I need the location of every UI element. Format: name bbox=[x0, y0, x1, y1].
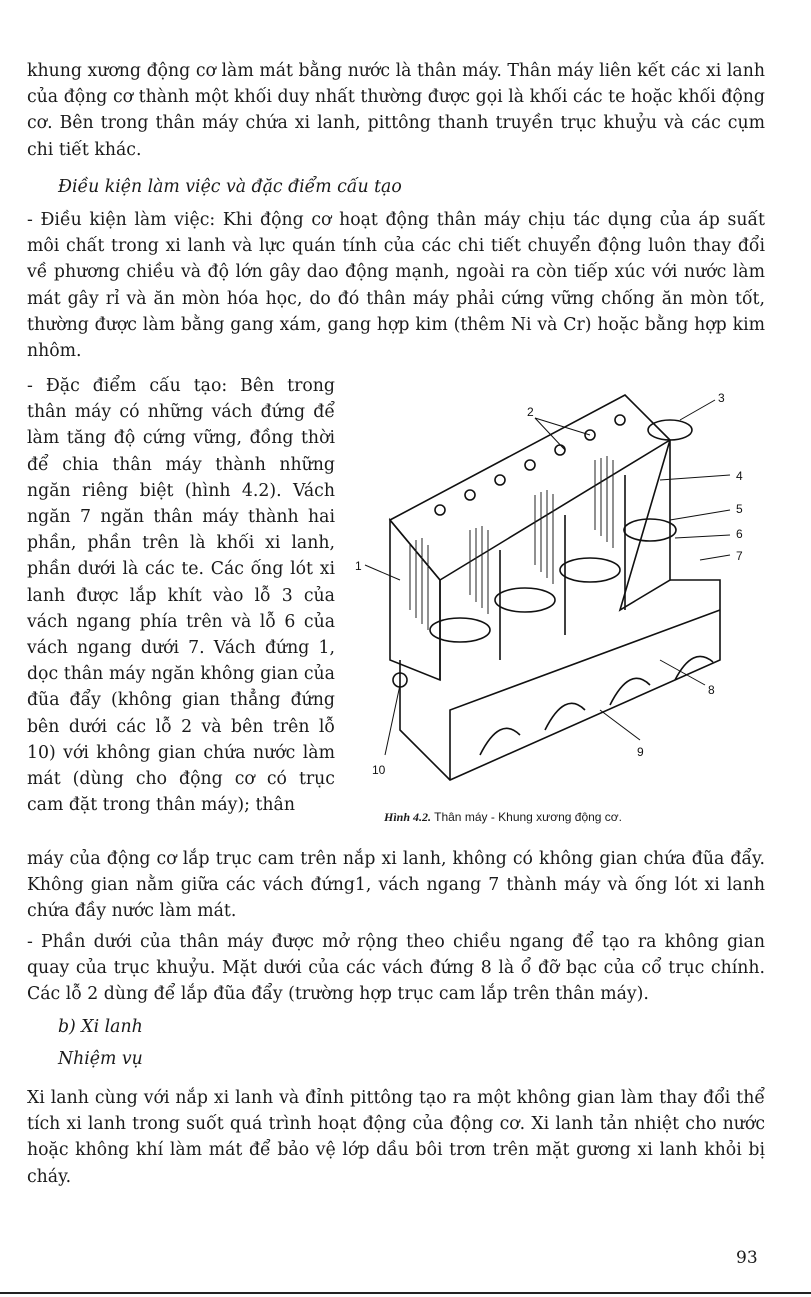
engine-block-drawing bbox=[340, 380, 770, 810]
page-number: 93 bbox=[736, 1248, 758, 1268]
section-heading-cylinder: b) Xi lanh bbox=[58, 1017, 143, 1037]
figure-caption bbox=[384, 810, 622, 825]
figure-label-9: 9 bbox=[637, 745, 644, 759]
structure-paragraph-wrapped: - Đặc điểm cấu tạo: Bên trong thân máy có những vách đứng để làm tăng độ cứng vững, đồng thời để chia thân máy thành những ngăn riêng biệt (hình 4.2). Vách ngăn 7 ngăn thân máy thành hai phần, phần trên là khối xi lanh, phần dưới là các te. Các ống lót xi lanh được lắp khít vào lỗ 3 của vách ngang phía trên và lỗ 6 của vách ngang dưới 7. Vách đứng 1, dọc thân máy ngăn không gian của đũa đẩy (không gian thẳng đứng bên dưới các lỗ 2 và bên trên lỗ 10) với không gian chứa nước làm mát (dùng cho động cơ có trục cam đặt trong thân máy); thân bbox=[27, 376, 335, 816]
figure-caption-text: Thân máy - Khung xương động cơ. bbox=[431, 810, 623, 824]
bottom-rule bbox=[0, 1292, 811, 1294]
cylinder-function-paragraph: Xi lanh cùng với nắp xi lanh và đỉnh pittông tạo ra một không gian làm thay đổi thể tích xi lanh trong suốt quá trình hoạt động của động cơ. Xi lanh tản nhiệt cho nước hoặc không khí làm mát để bảo vệ lớp dầu bôi trơn trên mặt gương xi lanh khỏi bị cháy. bbox=[27, 1088, 765, 1187]
figure-label-1: 1 bbox=[355, 559, 362, 573]
figure-label-10: 10 bbox=[372, 763, 386, 777]
working-conditions-paragraph: - Điều kiện làm việc: Khi động cơ hoạt động thân máy chịu tác dụng của áp suất môi chất trong xi lanh và lực quán tính của các chi tiết chuyển động luôn thay đổi về phương chiều và độ lớn gây dao động mạnh, ngoài ra còn tiếp xúc với nước làm mát gây rỉ và ăn mòn hóa học, do đó thân máy phải cứng vững chống ăn mòn tốt, thường được làm bằng gang xám, gang hợp kim (thêm Ni và Cr) hoặc bằng hợp kim nhôm. bbox=[27, 210, 765, 362]
lower-body-paragraph: - Phần dưới của thân máy được mở rộng theo chiều ngang để tạo ra không gian quay của trục khuỷu. Mặt dưới của các vách đứng 8 là ổ đỡ bạc của cổ trục chính. Các lỗ 2 dùng để lắp đũa đẩy (trường hợp trục cam lắp trên thân máy). bbox=[27, 932, 765, 1005]
figure-caption-label: Hình 4.2. bbox=[384, 810, 432, 824]
intro-paragraph: khung xương động cơ làm mát bằng nước là thân máy. Thân máy liên kết các xi lanh của động cơ thành một khối duy nhất thường được gọi là khối các te hoặc khối động cơ. Bên trong thân máy chứa xi lanh, pittông thanh truyền trục khuỷu và các cụm chi tiết khác. bbox=[27, 61, 765, 160]
figure-label-4: 4 bbox=[736, 469, 743, 483]
figure-label-6: 6 bbox=[736, 527, 743, 541]
figure-label-5: 5 bbox=[736, 502, 743, 516]
figure-label-3: 3 bbox=[718, 391, 725, 405]
engine-block-figure bbox=[340, 380, 770, 840]
figure-label-2: 2 bbox=[527, 405, 534, 419]
figure-label-7: 7 bbox=[736, 549, 743, 563]
structure-paragraph-continued: máy của động cơ lắp trục cam trên nắp xi lanh, không có không gian chứa đũa đẩy. Không gian nằm giữa các vách đứng1, vách ngang 7 thành máy và ống lót xi lanh chứa đầy nước làm mát. bbox=[27, 849, 765, 922]
section-heading-conditions: Điều kiện làm việc và đặc điểm cấu tạo bbox=[58, 177, 402, 197]
figure-label-8: 8 bbox=[708, 683, 715, 697]
section-heading-function: Nhiệm vụ bbox=[58, 1049, 143, 1069]
